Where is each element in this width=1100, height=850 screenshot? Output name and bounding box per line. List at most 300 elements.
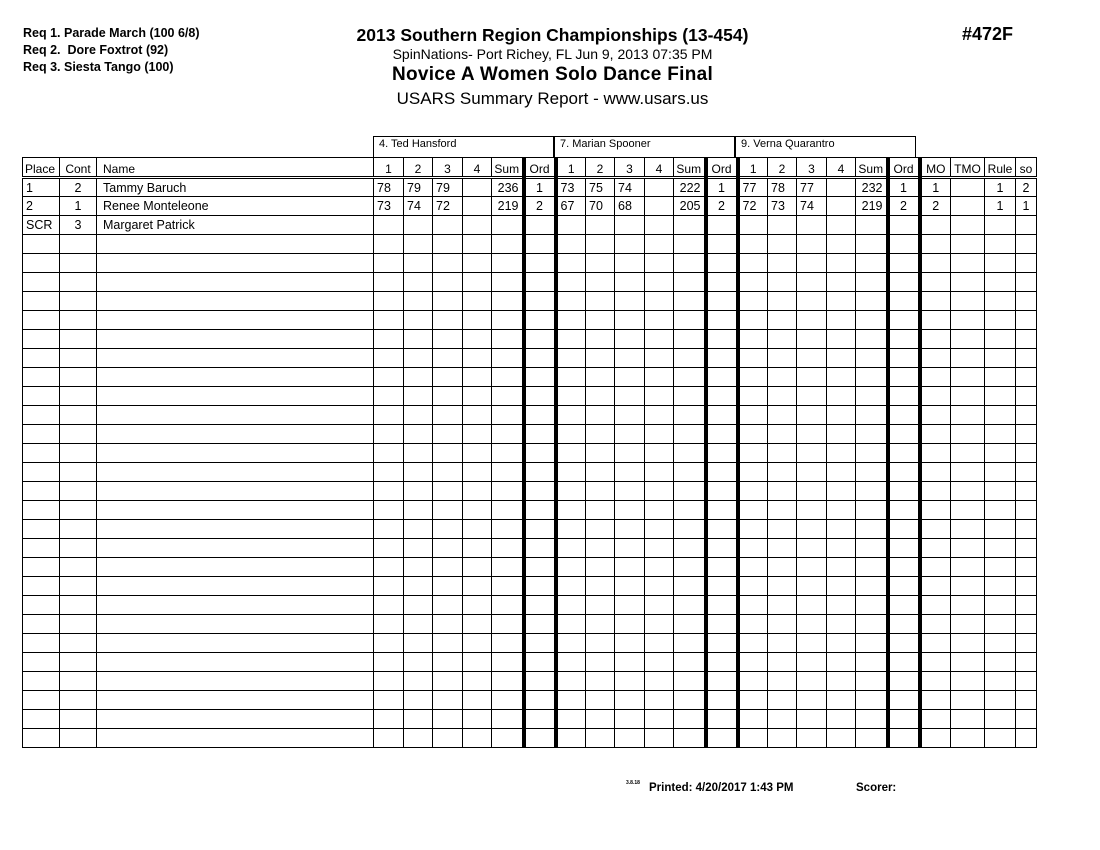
skater-name bbox=[97, 235, 374, 254]
judge1-score-s2 bbox=[404, 501, 433, 520]
judge3-score-s3 bbox=[797, 254, 827, 273]
judge3-score-s1 bbox=[738, 349, 768, 368]
judge1-score-s4 bbox=[463, 596, 492, 615]
place-cell bbox=[23, 596, 60, 615]
judge3-score-s3 bbox=[797, 482, 827, 501]
so-cell bbox=[1016, 653, 1037, 672]
judge3-score-s1 bbox=[738, 653, 768, 672]
cont-cell bbox=[60, 406, 97, 425]
skater-name: Renee Monteleone bbox=[97, 197, 374, 216]
judge3-score-s3 bbox=[797, 444, 827, 463]
place-cell bbox=[23, 330, 60, 349]
judge3-score-s3 bbox=[797, 330, 827, 349]
judge1-score-s4 bbox=[463, 311, 492, 330]
tmo-cell bbox=[951, 710, 985, 729]
place-cell bbox=[23, 539, 60, 558]
empty-row bbox=[23, 273, 1037, 292]
judge3-score-s1 bbox=[738, 729, 768, 748]
judge3-ordinal bbox=[888, 235, 920, 254]
so-cell: 2 bbox=[1016, 178, 1037, 197]
judge1-score-s3 bbox=[433, 634, 463, 653]
mo-cell bbox=[920, 368, 951, 387]
judge1-score-s2 bbox=[404, 520, 433, 539]
venue-date: SpinNations- Port Richey, FL Jun 9, 2013 07:35 PM bbox=[392, 46, 713, 62]
requirement-1 bbox=[23, 25, 200, 42]
mo-cell bbox=[920, 444, 951, 463]
judge2-sum: 222 bbox=[674, 178, 706, 197]
judge3-sum: 232 bbox=[856, 178, 888, 197]
judge1-score-s1 bbox=[374, 216, 404, 235]
judge3-sum bbox=[856, 615, 888, 634]
judge3-score-s4 bbox=[827, 444, 856, 463]
judge3-sum bbox=[856, 330, 888, 349]
judge3-score-s2 bbox=[768, 596, 797, 615]
judge1-score-s1 bbox=[374, 330, 404, 349]
judge1-score-s1 bbox=[374, 482, 404, 501]
judge1-score-s4 bbox=[463, 710, 492, 729]
judge1-sum bbox=[492, 539, 524, 558]
judge1-score-s4 bbox=[463, 349, 492, 368]
judge2-score-s2 bbox=[586, 577, 615, 596]
judge3-score-s3 bbox=[797, 349, 827, 368]
cont-cell bbox=[60, 672, 97, 691]
printed-timestamp: Printed: 4/20/2017 1:43 PM bbox=[649, 782, 794, 794]
judge1-score-s2 bbox=[404, 596, 433, 615]
so-cell bbox=[1016, 482, 1037, 501]
judge3-score-s3 bbox=[797, 425, 827, 444]
judge1-score-s2 bbox=[404, 691, 433, 710]
judge1-ordinal bbox=[524, 520, 556, 539]
so-cell: 1 bbox=[1016, 197, 1037, 216]
judge2-score-s2: 75 bbox=[586, 178, 615, 197]
judge1-sum bbox=[492, 672, 524, 691]
judge2-score-s4 bbox=[645, 387, 674, 406]
judge2-score-s1 bbox=[556, 482, 586, 501]
rule-cell bbox=[985, 235, 1016, 254]
judge1-score-s4 bbox=[463, 520, 492, 539]
skater-name bbox=[97, 577, 374, 596]
judge3-sum bbox=[856, 691, 888, 710]
mo-cell bbox=[920, 482, 951, 501]
empty-row bbox=[23, 406, 1037, 425]
judge2-score-s1 bbox=[556, 311, 586, 330]
judge1-sum bbox=[492, 254, 524, 273]
judge1-score-s3 bbox=[433, 330, 463, 349]
judge3-ordinal bbox=[888, 596, 920, 615]
judge2-score-s1 bbox=[556, 729, 586, 748]
place-cell bbox=[23, 368, 60, 387]
judge1-score-s4 bbox=[463, 197, 492, 216]
judge3-score-s3 bbox=[797, 520, 827, 539]
col-tmo: TMO bbox=[951, 158, 985, 178]
place-cell bbox=[23, 558, 60, 577]
col-j1-s4: 4 bbox=[463, 158, 492, 178]
judge3-ordinal bbox=[888, 729, 920, 748]
judge1-score-s4 bbox=[463, 292, 492, 311]
judge3-score-s4 bbox=[827, 710, 856, 729]
so-cell bbox=[1016, 330, 1037, 349]
judge1-score-s4 bbox=[463, 425, 492, 444]
judge3-sum bbox=[856, 482, 888, 501]
judge3-sum: 219 bbox=[856, 197, 888, 216]
judge3-score-s3 bbox=[797, 406, 827, 425]
judge3-sum bbox=[856, 254, 888, 273]
judge1-score-s4 bbox=[463, 653, 492, 672]
empty-row bbox=[23, 520, 1037, 539]
judge2-score-s4 bbox=[645, 615, 674, 634]
judge1-score-s3 bbox=[433, 672, 463, 691]
judge2-sum bbox=[674, 558, 706, 577]
rule-cell bbox=[985, 596, 1016, 615]
judge1-score-s2 bbox=[404, 558, 433, 577]
judge2-score-s2 bbox=[586, 292, 615, 311]
rule-cell: 1 bbox=[985, 197, 1016, 216]
judge3-score-s2 bbox=[768, 710, 797, 729]
empty-row bbox=[23, 539, 1037, 558]
scorer-label: Scorer: bbox=[856, 782, 897, 794]
judge3-ordinal bbox=[888, 482, 920, 501]
tmo-cell bbox=[951, 596, 985, 615]
judge3-sum bbox=[856, 634, 888, 653]
judge2-score-s1 bbox=[556, 596, 586, 615]
judge1-sum bbox=[492, 501, 524, 520]
judge1-score-s3 bbox=[433, 444, 463, 463]
judge2-score-s4 bbox=[645, 349, 674, 368]
judge3-ordinal bbox=[888, 634, 920, 653]
result-row bbox=[23, 216, 1037, 235]
judge1-ordinal bbox=[524, 482, 556, 501]
judge1-score-s1 bbox=[374, 387, 404, 406]
judge2-score-s4 bbox=[645, 482, 674, 501]
judge3-sum bbox=[856, 235, 888, 254]
judge2-score-s3 bbox=[615, 539, 645, 558]
cont-cell bbox=[60, 368, 97, 387]
judge1-score-s4 bbox=[463, 387, 492, 406]
judge2-ordinal bbox=[706, 311, 738, 330]
judge2-score-s3 bbox=[615, 520, 645, 539]
judge3-score-s4 bbox=[827, 691, 856, 710]
judge2-sum bbox=[674, 482, 706, 501]
judge2-score-s2 bbox=[586, 615, 615, 634]
judge1-score-s1 bbox=[374, 311, 404, 330]
judge1-score-s4 bbox=[463, 501, 492, 520]
judge3-score-s4 bbox=[827, 729, 856, 748]
judge2-score-s3 bbox=[615, 463, 645, 482]
judge1-ordinal bbox=[524, 558, 556, 577]
judge2-sum bbox=[674, 691, 706, 710]
col-j3-sum: Sum bbox=[856, 158, 888, 178]
skater-name bbox=[97, 463, 374, 482]
column-header-row bbox=[23, 158, 1037, 178]
empty-row bbox=[23, 254, 1037, 273]
judge3-sum bbox=[856, 539, 888, 558]
judge3-score-s2 bbox=[768, 387, 797, 406]
skater-name bbox=[97, 596, 374, 615]
col-name: Name bbox=[97, 158, 374, 178]
judge1-sum bbox=[492, 520, 524, 539]
judge1-ordinal bbox=[524, 292, 556, 311]
judge2-score-s3 bbox=[615, 254, 645, 273]
rule-cell bbox=[985, 387, 1016, 406]
judge2-score-s3 bbox=[615, 615, 645, 634]
judge1-score-s2 bbox=[404, 330, 433, 349]
judge2-score-s4 bbox=[645, 653, 674, 672]
judge3-score-s1 bbox=[738, 254, 768, 273]
judge3-ordinal bbox=[888, 501, 920, 520]
cont-cell bbox=[60, 349, 97, 368]
judge1-sum bbox=[492, 292, 524, 311]
judge1-score-s1 bbox=[374, 501, 404, 520]
mo-cell bbox=[920, 729, 951, 748]
tmo-cell bbox=[951, 406, 985, 425]
col-mo: MO bbox=[920, 158, 951, 178]
judge3-score-s1 bbox=[738, 368, 768, 387]
rule-cell bbox=[985, 539, 1016, 558]
judge2-score-s3 bbox=[615, 634, 645, 653]
empty-row bbox=[23, 558, 1037, 577]
judge3-score-s3: 74 bbox=[797, 197, 827, 216]
judge3-score-s1 bbox=[738, 501, 768, 520]
competition-title: 2013 Southern Region Championships (13-454) bbox=[356, 25, 749, 45]
skater-name: Margaret Patrick bbox=[97, 216, 374, 235]
judge1-ordinal bbox=[524, 216, 556, 235]
judge3-score-s1 bbox=[738, 406, 768, 425]
judge1-score-s3 bbox=[433, 501, 463, 520]
judge3-sum bbox=[856, 729, 888, 748]
col-j1-s3: 3 bbox=[433, 158, 463, 178]
judge1-sum: 236 bbox=[492, 178, 524, 197]
result-row bbox=[23, 197, 1037, 216]
place-cell bbox=[23, 349, 60, 368]
judge2-sum bbox=[674, 311, 706, 330]
judge3-score-s1 bbox=[738, 672, 768, 691]
judge1-score-s2 bbox=[404, 634, 433, 653]
judge3-score-s2 bbox=[768, 729, 797, 748]
skater-name bbox=[97, 539, 374, 558]
judge1-sum bbox=[492, 273, 524, 292]
judge3-score-s2 bbox=[768, 501, 797, 520]
judge2-score-s4 bbox=[645, 463, 674, 482]
rule-cell bbox=[985, 634, 1016, 653]
empty-row bbox=[23, 444, 1037, 463]
judge3-score-s4 bbox=[827, 539, 856, 558]
mo-cell bbox=[920, 653, 951, 672]
tmo-cell bbox=[951, 558, 985, 577]
mo-cell bbox=[920, 615, 951, 634]
judge3-sum bbox=[856, 406, 888, 425]
judge1-score-s3 bbox=[433, 368, 463, 387]
judge1-sum bbox=[492, 368, 524, 387]
skater-name bbox=[97, 615, 374, 634]
judge2-ordinal bbox=[706, 615, 738, 634]
mo-cell bbox=[920, 425, 951, 444]
judge3-sum bbox=[856, 501, 888, 520]
judge1-score-s4 bbox=[463, 482, 492, 501]
judge1-sum bbox=[492, 653, 524, 672]
judge2-score-s2 bbox=[586, 634, 615, 653]
tmo-cell bbox=[951, 463, 985, 482]
skater-name bbox=[97, 444, 374, 463]
cont-cell bbox=[60, 539, 97, 558]
judge2-score-s2 bbox=[586, 691, 615, 710]
judge1-score-s4 bbox=[463, 672, 492, 691]
col-j1-s2: 2 bbox=[404, 158, 433, 178]
cont-cell bbox=[60, 577, 97, 596]
mo-cell bbox=[920, 330, 951, 349]
req-label: Req 2. bbox=[23, 43, 61, 57]
place-cell bbox=[23, 520, 60, 539]
judge2-score-s2 bbox=[586, 729, 615, 748]
skater-name bbox=[97, 634, 374, 653]
so-cell bbox=[1016, 729, 1037, 748]
judge1-sum bbox=[492, 330, 524, 349]
so-cell bbox=[1016, 463, 1037, 482]
judge1-score-s3 bbox=[433, 539, 463, 558]
col-j1-sum: Sum bbox=[492, 158, 524, 178]
judge1-sum bbox=[492, 311, 524, 330]
judge2-score-s1 bbox=[556, 691, 586, 710]
judge3-score-s1 bbox=[738, 444, 768, 463]
judge3-score-s3 bbox=[797, 539, 827, 558]
place-cell bbox=[23, 406, 60, 425]
judge1-score-s2 bbox=[404, 216, 433, 235]
empty-row bbox=[23, 634, 1037, 653]
judge2-sum bbox=[674, 349, 706, 368]
judge2-score-s4 bbox=[645, 501, 674, 520]
judge1-score-s4 bbox=[463, 235, 492, 254]
cont-cell bbox=[60, 691, 97, 710]
judge3-score-s2 bbox=[768, 482, 797, 501]
rule-cell bbox=[985, 710, 1016, 729]
judge3-score-s2 bbox=[768, 254, 797, 273]
col-j2-s4: 4 bbox=[645, 158, 674, 178]
judge2-sum bbox=[674, 463, 706, 482]
judge3-ordinal bbox=[888, 292, 920, 311]
judge3-score-s2 bbox=[768, 406, 797, 425]
cont-cell bbox=[60, 292, 97, 311]
judge2-sum bbox=[674, 406, 706, 425]
tmo-cell bbox=[951, 387, 985, 406]
judge2-score-s1 bbox=[556, 349, 586, 368]
judge3-score-s1 bbox=[738, 710, 768, 729]
judge3-score-s3 bbox=[797, 577, 827, 596]
col-j3-s3: 3 bbox=[797, 158, 827, 178]
judge3-score-s1 bbox=[738, 558, 768, 577]
cont-cell bbox=[60, 273, 97, 292]
judge2-sum bbox=[674, 520, 706, 539]
judge1-score-s2 bbox=[404, 482, 433, 501]
judge3-score-s4 bbox=[827, 596, 856, 615]
report-header bbox=[330, 24, 775, 111]
judge1-ordinal bbox=[524, 672, 556, 691]
rule-cell bbox=[985, 368, 1016, 387]
col-j3-ord: Ord bbox=[888, 158, 920, 178]
judge1-score-s2 bbox=[404, 615, 433, 634]
judge3-score-s2 bbox=[768, 425, 797, 444]
judge1-score-s1 bbox=[374, 558, 404, 577]
judge2-ordinal: 2 bbox=[706, 197, 738, 216]
judge3-sum bbox=[856, 558, 888, 577]
judge3-score-s1 bbox=[738, 463, 768, 482]
place-cell bbox=[23, 273, 60, 292]
skater-name bbox=[97, 691, 374, 710]
so-cell bbox=[1016, 254, 1037, 273]
judge1-ordinal bbox=[524, 539, 556, 558]
judge3-score-s4 bbox=[827, 634, 856, 653]
judge2-score-s2 bbox=[586, 463, 615, 482]
so-cell bbox=[1016, 292, 1037, 311]
skater-name bbox=[97, 368, 374, 387]
judge3-score-s4 bbox=[827, 672, 856, 691]
judge-header-1: 4. Ted Hansford bbox=[373, 136, 554, 157]
judge2-score-s1 bbox=[556, 710, 586, 729]
so-cell bbox=[1016, 577, 1037, 596]
judge2-sum bbox=[674, 216, 706, 235]
judge2-sum bbox=[674, 425, 706, 444]
judge3-score-s2: 73 bbox=[768, 197, 797, 216]
judge3-score-s2 bbox=[768, 653, 797, 672]
judge3-sum bbox=[856, 463, 888, 482]
judge2-score-s1 bbox=[556, 672, 586, 691]
judge3-score-s3 bbox=[797, 615, 827, 634]
judge3-score-s1 bbox=[738, 311, 768, 330]
judge2-sum bbox=[674, 710, 706, 729]
rule-cell bbox=[985, 463, 1016, 482]
judge2-sum bbox=[674, 254, 706, 273]
judge3-ordinal bbox=[888, 653, 920, 672]
empty-row bbox=[23, 387, 1037, 406]
tmo-cell bbox=[951, 482, 985, 501]
tmo-cell bbox=[951, 235, 985, 254]
judge3-score-s1 bbox=[738, 615, 768, 634]
judge2-sum bbox=[674, 368, 706, 387]
judge2-ordinal bbox=[706, 273, 738, 292]
rule-cell bbox=[985, 273, 1016, 292]
judge2-ordinal bbox=[706, 653, 738, 672]
judge3-score-s4 bbox=[827, 349, 856, 368]
so-cell bbox=[1016, 615, 1037, 634]
judge2-score-s1 bbox=[556, 273, 586, 292]
judge1-score-s2 bbox=[404, 292, 433, 311]
judge3-score-s3 bbox=[797, 729, 827, 748]
mo-cell: 2 bbox=[920, 197, 951, 216]
judge2-score-s4 bbox=[645, 596, 674, 615]
judge1-score-s1 bbox=[374, 406, 404, 425]
judge2-score-s2 bbox=[586, 311, 615, 330]
judge2-ordinal bbox=[706, 387, 738, 406]
rule-cell bbox=[985, 311, 1016, 330]
cont-cell bbox=[60, 425, 97, 444]
judge1-score-s4 bbox=[463, 463, 492, 482]
judge3-score-s1 bbox=[738, 292, 768, 311]
required-dances-list bbox=[23, 25, 200, 76]
judge3-ordinal bbox=[888, 330, 920, 349]
judge2-score-s4 bbox=[645, 577, 674, 596]
mo-cell bbox=[920, 558, 951, 577]
place-cell bbox=[23, 653, 60, 672]
judge2-score-s3 bbox=[615, 444, 645, 463]
judge2-score-s4 bbox=[645, 330, 674, 349]
place-cell bbox=[23, 292, 60, 311]
judge2-score-s3 bbox=[615, 653, 645, 672]
judge1-score-s3 bbox=[433, 292, 463, 311]
judge3-score-s1 bbox=[738, 216, 768, 235]
judge3-score-s4 bbox=[827, 463, 856, 482]
so-cell bbox=[1016, 406, 1037, 425]
judge2-score-s3 bbox=[615, 349, 645, 368]
so-cell bbox=[1016, 273, 1037, 292]
judge1-score-s4 bbox=[463, 444, 492, 463]
